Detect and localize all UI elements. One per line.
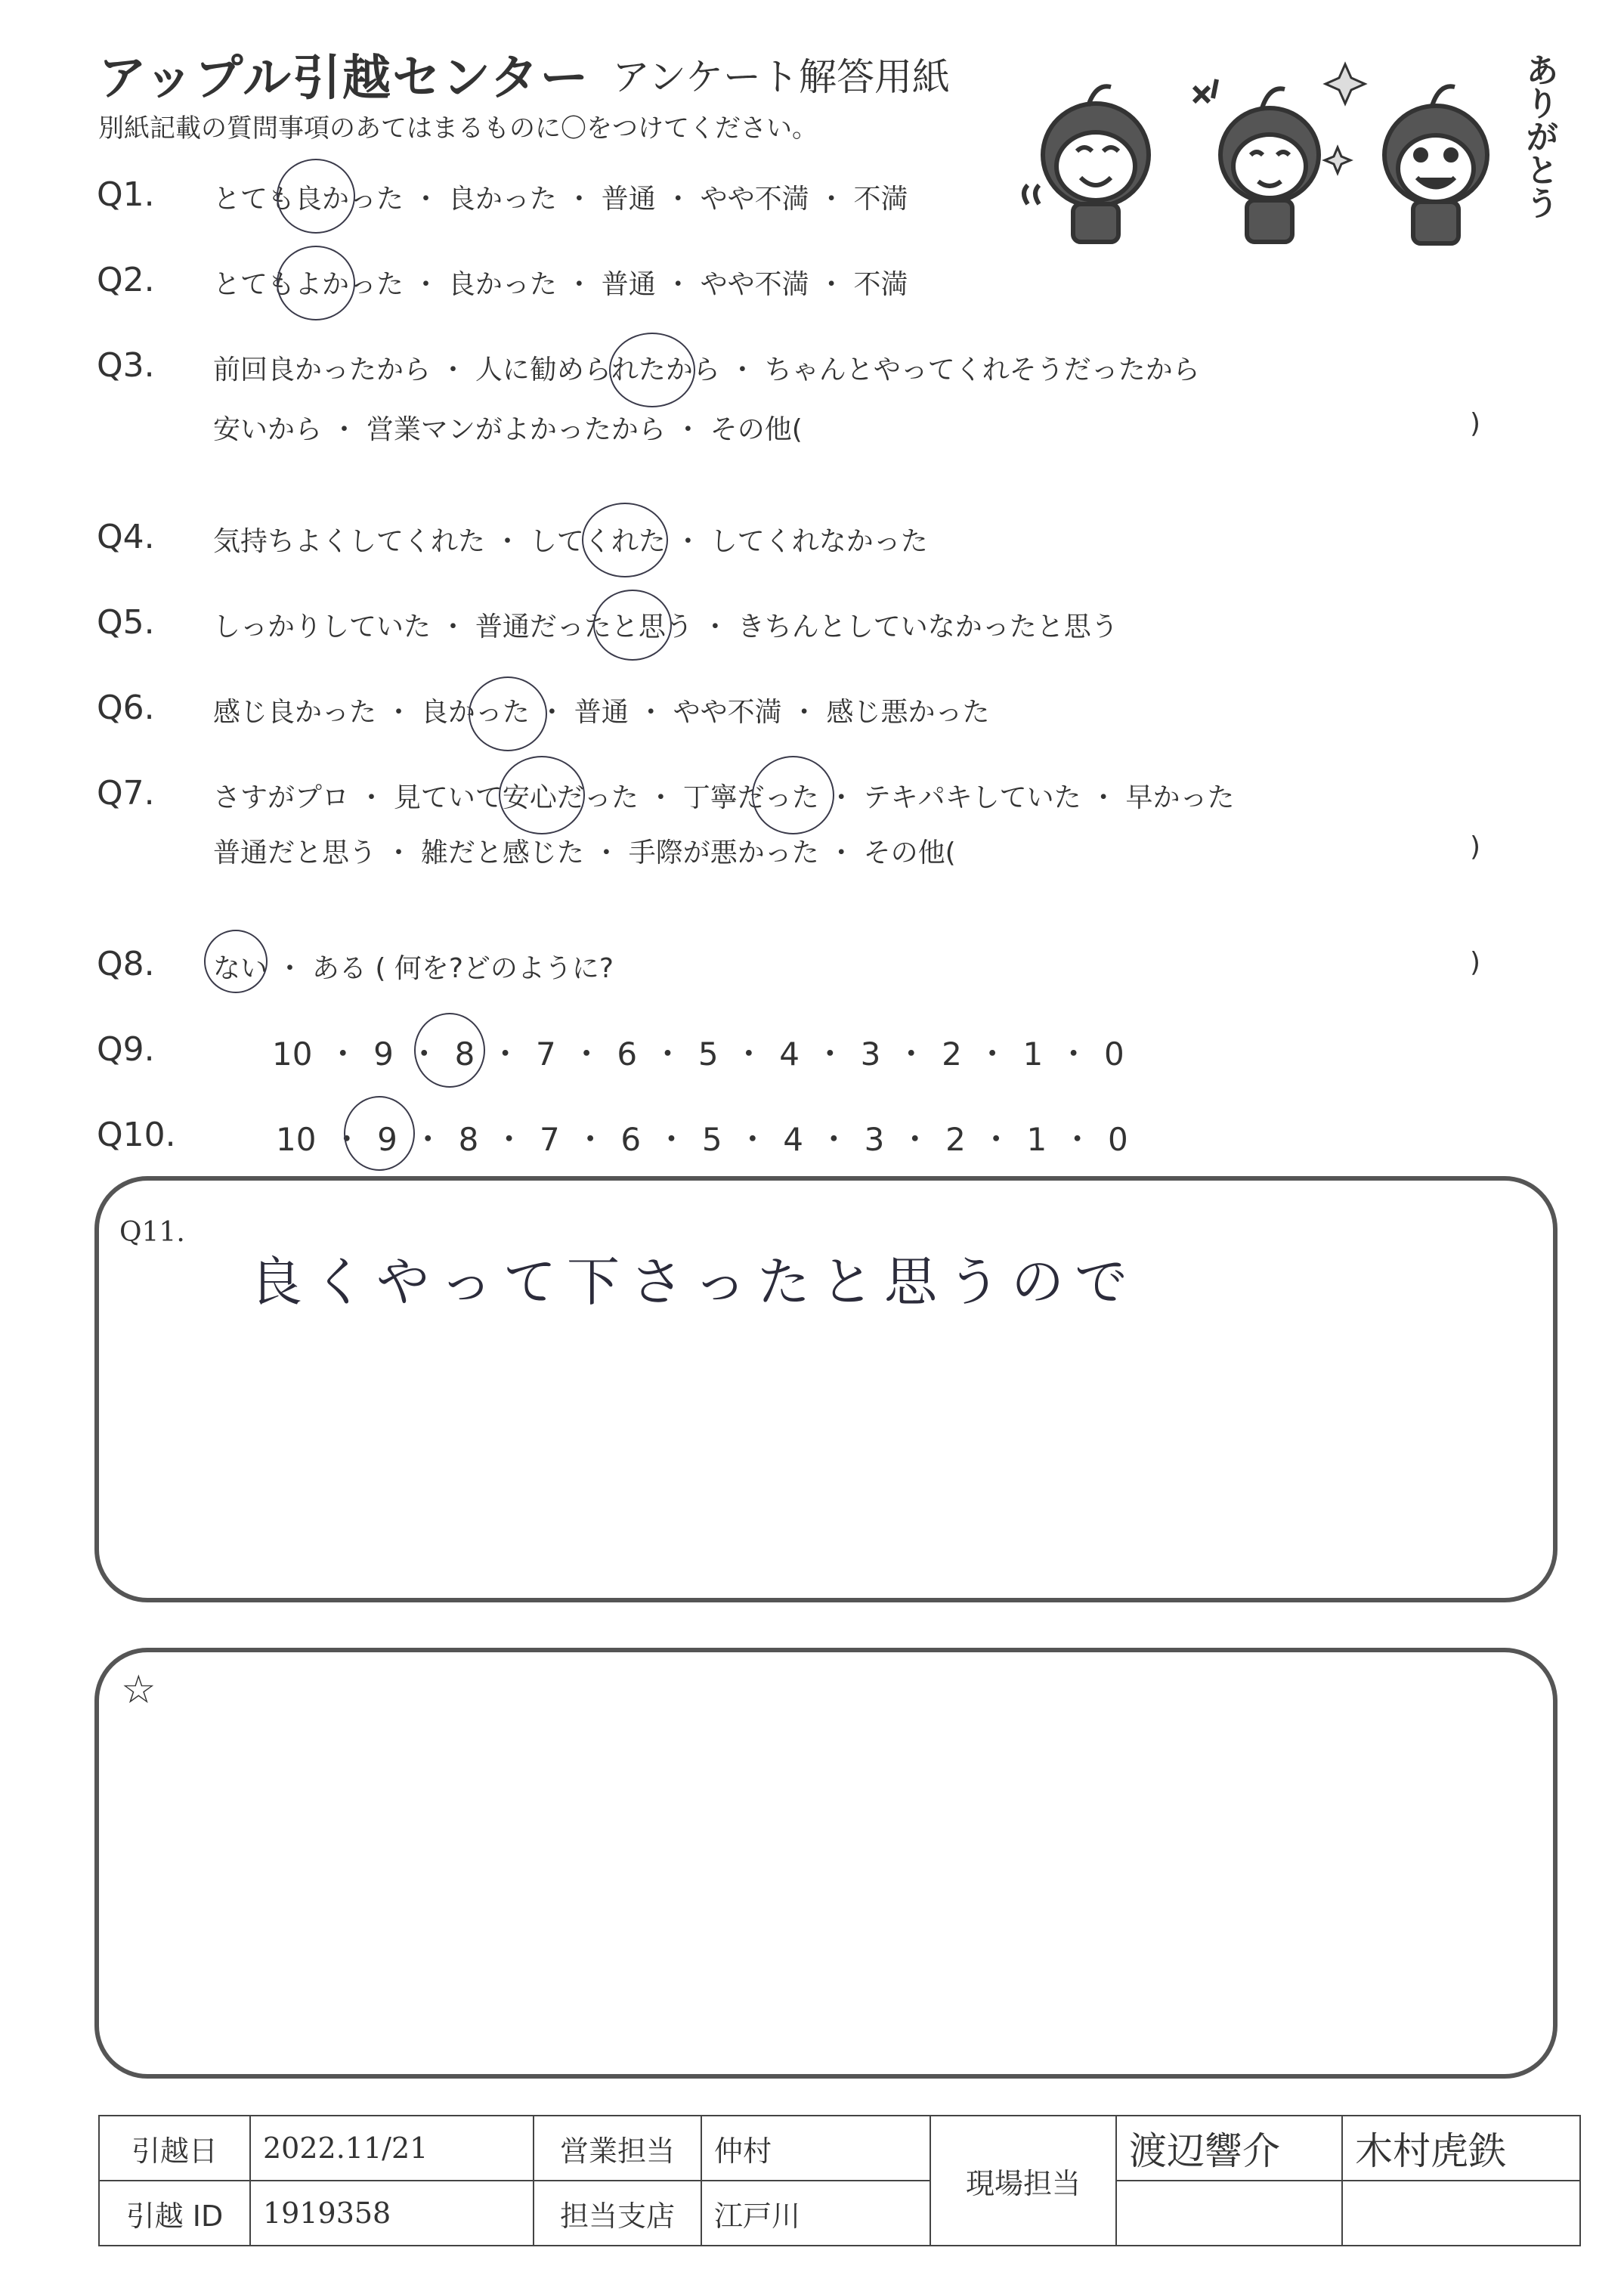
site-staff-empty-2 bbox=[1342, 2181, 1580, 2246]
q6-answer-circle bbox=[469, 676, 547, 751]
q5-label: Q5. bbox=[97, 603, 155, 642]
q2-label: Q2. bbox=[97, 261, 155, 299]
q9-label: Q9. bbox=[97, 1030, 155, 1069]
q1-answer-circle bbox=[277, 159, 355, 234]
q3-options-line2: 安いから ・ 営業マンがよかったから ・ その他( bbox=[213, 414, 803, 445]
q9-scale: 10 ・ 9 ・ 8 ・ 7 ・ 6 ・ 5 ・ 4 ・ 3 ・ 2 ・ 1 ・ 0 bbox=[272, 1036, 1124, 1073]
q7-options-line1: さすがプロ ・ 見ていて安心だった ・ 丁寧だった ・ テキパキしていた ・ 早かった bbox=[213, 782, 1235, 813]
thanks-text: ありがとう bbox=[1520, 53, 1558, 219]
q6-label: Q6. bbox=[97, 689, 155, 727]
q6-options: 感じ良かった ・ 良かった ・ 普通 ・ やや不満 ・ 感じ悪かった bbox=[213, 697, 990, 728]
q8-close-paren: ) bbox=[1470, 947, 1481, 978]
monkey-mascots-illustration bbox=[1013, 42, 1557, 246]
q5-answer-circle bbox=[593, 590, 672, 661]
move-date-value: 2022.11/21 bbox=[250, 2116, 534, 2181]
site-staff-label: 現場担当 bbox=[930, 2116, 1116, 2246]
instructions: 別紙記載の質問事項のあてはまるものに〇をつけてください。 bbox=[98, 113, 818, 144]
q4-options: 気持ちよくしてくれた ・ してくれた ・ してくれなかった bbox=[213, 526, 928, 557]
q3-answer-circle bbox=[609, 333, 695, 407]
move-id-label: 引越 ID bbox=[99, 2181, 250, 2246]
move-id-value: 1919358 bbox=[250, 2181, 534, 2246]
q7-answer-circle-2 bbox=[752, 756, 834, 834]
q11-label: Q11. bbox=[119, 1217, 185, 1248]
q3-close-paren: ) bbox=[1470, 408, 1481, 439]
q3-label: Q3. bbox=[97, 346, 155, 385]
star-label: ☆ bbox=[121, 1667, 156, 1713]
q1-label: Q1. bbox=[97, 175, 155, 214]
q8-options: ない ・ ある ( 何を?どのように? bbox=[213, 953, 614, 984]
q4-answer-circle bbox=[582, 503, 668, 577]
site-staff-1: 渡辺響介 bbox=[1116, 2116, 1342, 2181]
form-subtitle: アンケート解答用紙 bbox=[612, 55, 950, 99]
branch-value: 江戸川 bbox=[701, 2181, 930, 2246]
q7-label: Q7. bbox=[97, 774, 155, 813]
q5-options: しっかりしていた ・ 普通だったと思う ・ きちんとしていなかったと思う bbox=[213, 611, 1118, 642]
q3-options-line1: 前回良かったから ・ 人に勧められたから ・ ちゃんとやってくれそうだったから bbox=[213, 354, 1200, 385]
move-date-label: 引越日 bbox=[99, 2116, 250, 2181]
q9-answer-circle bbox=[414, 1013, 485, 1088]
q1-options: とても良かった ・ 良かった ・ 普通 ・ やや不満 ・ 不満 bbox=[213, 184, 908, 215]
sales-label: 営業担当 bbox=[534, 2116, 701, 2181]
star-comment-box bbox=[94, 1648, 1557, 2079]
q4-label: Q4. bbox=[97, 518, 155, 556]
company-title: アップル引越センター bbox=[98, 51, 590, 107]
q7-close-paren: ) bbox=[1470, 831, 1481, 862]
q10-scale: 10 ・ 9 ・ 8 ・ 7 ・ 6 ・ 5 ・ 4 ・ 3 ・ 2 ・ 1 ・ 0 bbox=[276, 1121, 1128, 1158]
q2-options: とてもよかった ・ 良かった ・ 普通 ・ やや不満 ・ 不満 bbox=[213, 269, 908, 300]
q8-answer-circle bbox=[204, 930, 268, 993]
q7-answer-circle-1 bbox=[499, 756, 585, 834]
q8-label: Q8. bbox=[97, 945, 155, 983]
q2-answer-circle bbox=[277, 246, 355, 320]
q10-label: Q10. bbox=[97, 1116, 176, 1154]
move-info-table bbox=[98, 2115, 1581, 2246]
q11-handwritten-comment: 良くやって下さったと思うので bbox=[249, 1251, 1138, 1313]
sales-value: 仲村 bbox=[701, 2116, 930, 2181]
branch-label: 担当支店 bbox=[534, 2181, 701, 2246]
q7-options-line2: 普通だと思う ・ 雑だと感じた ・ 手際が悪かった ・ その他( bbox=[213, 837, 956, 868]
site-staff-2: 木村虎鉄 bbox=[1342, 2116, 1580, 2181]
site-staff-empty-1 bbox=[1116, 2181, 1342, 2246]
q10-answer-circle bbox=[344, 1096, 415, 1171]
